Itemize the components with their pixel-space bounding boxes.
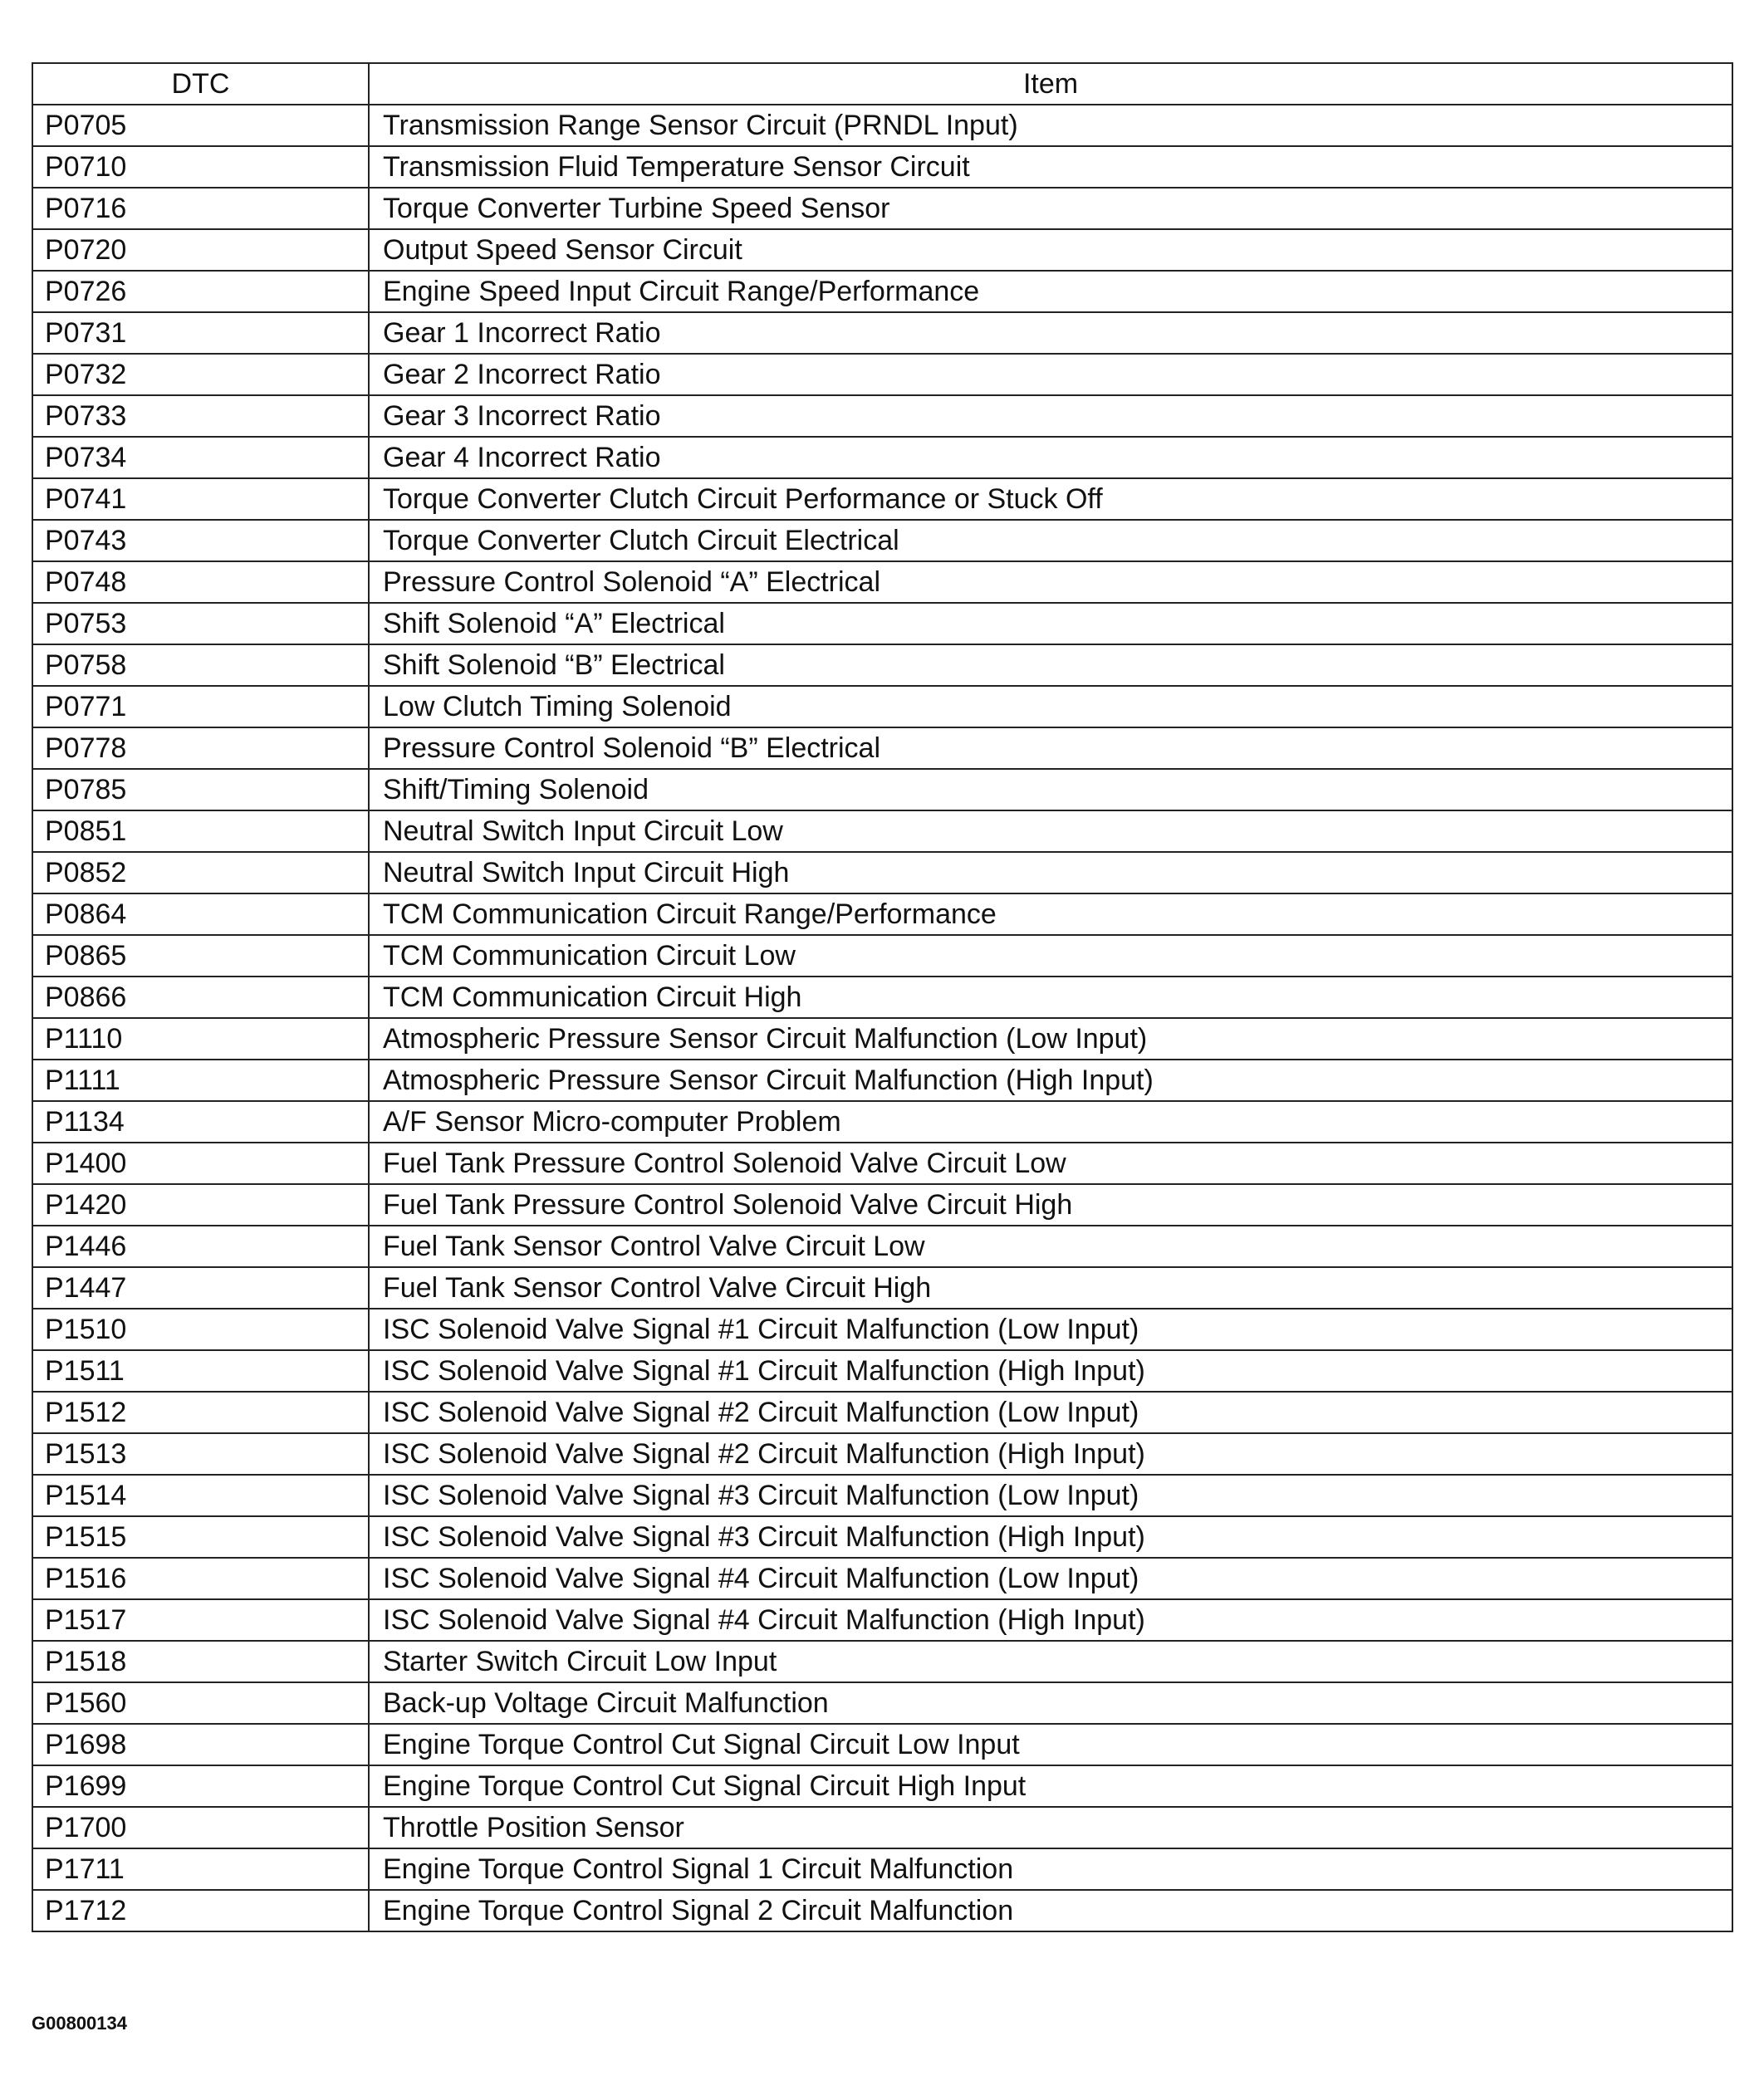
- dtc-code-cell: P0716: [32, 188, 369, 229]
- dtc-code-cell: P0851: [32, 810, 369, 852]
- table-row: [32, 1060, 1732, 1101]
- table-row: [32, 686, 1732, 727]
- table-row: [32, 561, 1732, 603]
- dtc-item-cell: Engine Torque Control Cut Signal Circuit High Input: [369, 1765, 1732, 1807]
- table-row: [32, 893, 1732, 935]
- dtc-item-cell: Gear 2 Incorrect Ratio: [369, 354, 1732, 395]
- table-row: [32, 271, 1732, 312]
- dtc-code-cell: P1400: [32, 1143, 369, 1184]
- dtc-item-cell: Engine Torque Control Signal 2 Circuit Malfunction: [369, 1890, 1732, 1931]
- dtc-code-cell: P1110: [32, 1018, 369, 1060]
- table-row: [32, 105, 1732, 146]
- table-row: [32, 810, 1732, 852]
- dtc-item-cell: Transmission Fluid Temperature Sensor Circuit: [369, 146, 1732, 188]
- dtc-code-cell: P1698: [32, 1724, 369, 1765]
- dtc-item-cell: Transmission Range Sensor Circuit (PRNDL Input): [369, 105, 1732, 146]
- dtc-item-cell: ISC Solenoid Valve Signal #2 Circuit Malfunction (High Input): [369, 1433, 1732, 1475]
- dtc-code-cell: P1560: [32, 1682, 369, 1724]
- table-row: [32, 395, 1732, 437]
- dtc-item-cell: Neutral Switch Input Circuit High: [369, 852, 1732, 893]
- table-row: [32, 1392, 1732, 1433]
- table-row: [32, 769, 1732, 810]
- dtc-item-cell: Torque Converter Turbine Speed Sensor: [369, 188, 1732, 229]
- dtc-item-cell: Engine Speed Input Circuit Range/Performance: [369, 271, 1732, 312]
- dtc-item-cell: ISC Solenoid Valve Signal #4 Circuit Malfunction (High Input): [369, 1599, 1732, 1641]
- header-dtc: DTC: [32, 63, 369, 105]
- dtc-code-cell: P0733: [32, 395, 369, 437]
- dtc-code-cell: P0748: [32, 561, 369, 603]
- table-row: [32, 1516, 1732, 1558]
- dtc-code-cell: P1700: [32, 1807, 369, 1848]
- dtc-code-cell: P1518: [32, 1641, 369, 1682]
- dtc-item-cell: Output Speed Sensor Circuit: [369, 229, 1732, 271]
- table-row: [32, 1848, 1732, 1890]
- dtc-code-cell: P1514: [32, 1475, 369, 1516]
- table-row: [32, 727, 1732, 769]
- table-row: [32, 1765, 1732, 1807]
- table-row: [32, 935, 1732, 977]
- table-row: [32, 1309, 1732, 1350]
- table-row: [32, 1267, 1732, 1309]
- table-row: [32, 1724, 1732, 1765]
- table-row: [32, 188, 1732, 229]
- dtc-item-cell: Low Clutch Timing Solenoid: [369, 686, 1732, 727]
- dtc-code-cell: P0734: [32, 437, 369, 478]
- dtc-code-cell: P0866: [32, 977, 369, 1018]
- dtc-item-cell: Throttle Position Sensor: [369, 1807, 1732, 1848]
- table-row: [32, 1350, 1732, 1392]
- table-row: [32, 1018, 1732, 1060]
- dtc-item-cell: Gear 1 Incorrect Ratio: [369, 312, 1732, 354]
- table-row: [32, 229, 1732, 271]
- dtc-item-cell: ISC Solenoid Valve Signal #2 Circuit Malfunction (Low Input): [369, 1392, 1732, 1433]
- dtc-item-cell: ISC Solenoid Valve Signal #1 Circuit Malfunction (Low Input): [369, 1309, 1732, 1350]
- table-row: [32, 146, 1732, 188]
- dtc-code-cell: P1446: [32, 1226, 369, 1267]
- dtc-code-cell: P0864: [32, 893, 369, 935]
- dtc-item-cell: Gear 3 Incorrect Ratio: [369, 395, 1732, 437]
- table-row: [32, 1641, 1732, 1682]
- table-row: [32, 1807, 1732, 1848]
- dtc-item-cell: Shift Solenoid “A” Electrical: [369, 603, 1732, 644]
- dtc-item-cell: TCM Communication Circuit High: [369, 977, 1732, 1018]
- dtc-code-cell: P0726: [32, 271, 369, 312]
- table-row: [32, 1184, 1732, 1226]
- dtc-item-cell: Torque Converter Clutch Circuit Electrical: [369, 520, 1732, 561]
- dtc-item-cell: Fuel Tank Sensor Control Valve Circuit Low: [369, 1226, 1732, 1267]
- dtc-code-cell: P0785: [32, 769, 369, 810]
- dtc-code-cell: P1111: [32, 1060, 369, 1101]
- dtc-code-cell: P0865: [32, 935, 369, 977]
- dtc-item-cell: Gear 4 Incorrect Ratio: [369, 437, 1732, 478]
- dtc-item-cell: Shift/Timing Solenoid: [369, 769, 1732, 810]
- table-row: [32, 1558, 1732, 1599]
- figure-id: G00800134: [32, 2013, 127, 2034]
- table-row: [32, 1143, 1732, 1184]
- table-row: [32, 644, 1732, 686]
- dtc-item-cell: Fuel Tank Sensor Control Valve Circuit High: [369, 1267, 1732, 1309]
- dtc-code-cell: P1712: [32, 1890, 369, 1931]
- table-row: [32, 437, 1732, 478]
- dtc-item-cell: Neutral Switch Input Circuit Low: [369, 810, 1732, 852]
- table-header-row: [32, 63, 1732, 105]
- dtc-code-cell: P0732: [32, 354, 369, 395]
- table-row: [32, 354, 1732, 395]
- dtc-code-cell: P0705: [32, 105, 369, 146]
- table-row: [32, 977, 1732, 1018]
- dtc-code-cell: P0720: [32, 229, 369, 271]
- dtc-item-cell: TCM Communication Circuit Range/Performance: [369, 893, 1732, 935]
- dtc-item-cell: Atmospheric Pressure Sensor Circuit Malfunction (Low Input): [369, 1018, 1732, 1060]
- dtc-item-cell: Engine Torque Control Cut Signal Circuit Low Input: [369, 1724, 1732, 1765]
- dtc-item-cell: Pressure Control Solenoid “B” Electrical: [369, 727, 1732, 769]
- dtc-item-cell: ISC Solenoid Valve Signal #1 Circuit Malfunction (High Input): [369, 1350, 1732, 1392]
- dtc-item-cell: Back-up Voltage Circuit Malfunction: [369, 1682, 1732, 1724]
- dtc-code-cell: P0758: [32, 644, 369, 686]
- dtc-code-cell: P1513: [32, 1433, 369, 1475]
- dtc-item-cell: ISC Solenoid Valve Signal #4 Circuit Malfunction (Low Input): [369, 1558, 1732, 1599]
- dtc-code-cell: P1134: [32, 1101, 369, 1143]
- table-row: [32, 520, 1732, 561]
- table-row: [32, 1599, 1732, 1641]
- dtc-code-cell: P1711: [32, 1848, 369, 1890]
- dtc-code-cell: P1699: [32, 1765, 369, 1807]
- dtc-table: [32, 62, 1733, 1932]
- dtc-code-cell: P0743: [32, 520, 369, 561]
- dtc-code-cell: P1447: [32, 1267, 369, 1309]
- dtc-code-cell: P0778: [32, 727, 369, 769]
- dtc-item-cell: ISC Solenoid Valve Signal #3 Circuit Malfunction (High Input): [369, 1516, 1732, 1558]
- table-body: [32, 105, 1732, 1931]
- dtc-item-cell: TCM Communication Circuit Low: [369, 935, 1732, 977]
- table-row: [32, 1101, 1732, 1143]
- table-row: [32, 1475, 1732, 1516]
- dtc-item-cell: ISC Solenoid Valve Signal #3 Circuit Malfunction (Low Input): [369, 1475, 1732, 1516]
- dtc-item-cell: A/F Sensor Micro-computer Problem: [369, 1101, 1732, 1143]
- dtc-code-cell: P0852: [32, 852, 369, 893]
- header-item: Item: [369, 63, 1732, 105]
- dtc-item-cell: Fuel Tank Pressure Control Solenoid Valve Circuit Low: [369, 1143, 1732, 1184]
- dtc-code-cell: P1516: [32, 1558, 369, 1599]
- table-row: [32, 478, 1732, 520]
- table-row: [32, 1890, 1732, 1931]
- dtc-item-cell: Pressure Control Solenoid “A” Electrical: [369, 561, 1732, 603]
- table-row: [32, 1226, 1732, 1267]
- dtc-item-cell: Shift Solenoid “B” Electrical: [369, 644, 1732, 686]
- dtc-code-cell: P0771: [32, 686, 369, 727]
- dtc-code-cell: P0753: [32, 603, 369, 644]
- dtc-code-cell: P1512: [32, 1392, 369, 1433]
- dtc-item-cell: Atmospheric Pressure Sensor Circuit Malfunction (High Input): [369, 1060, 1732, 1101]
- table-row: [32, 1682, 1732, 1724]
- table-row: [32, 852, 1732, 893]
- dtc-item-cell: Torque Converter Clutch Circuit Performance or Stuck Off: [369, 478, 1732, 520]
- dtc-code-cell: P0741: [32, 478, 369, 520]
- dtc-code-cell: P1511: [32, 1350, 369, 1392]
- dtc-code-cell: P1515: [32, 1516, 369, 1558]
- dtc-code-cell: P0710: [32, 146, 369, 188]
- table-row: [32, 1433, 1732, 1475]
- dtc-item-cell: Engine Torque Control Signal 1 Circuit Malfunction: [369, 1848, 1732, 1890]
- table-row: [32, 312, 1732, 354]
- dtc-item-cell: Starter Switch Circuit Low Input: [369, 1641, 1732, 1682]
- dtc-code-cell: P1420: [32, 1184, 369, 1226]
- dtc-code-cell: P1517: [32, 1599, 369, 1641]
- dtc-code-cell: P1510: [32, 1309, 369, 1350]
- table-row: [32, 603, 1732, 644]
- dtc-code-cell: P0731: [32, 312, 369, 354]
- dtc-item-cell: Fuel Tank Pressure Control Solenoid Valve Circuit High: [369, 1184, 1732, 1226]
